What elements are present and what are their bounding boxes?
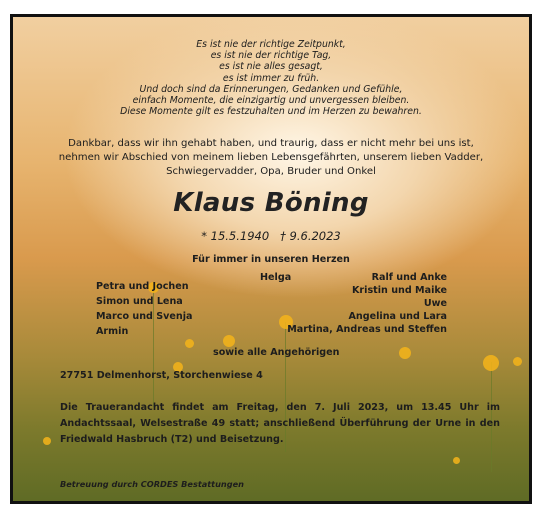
mourner-left: Simon und Lena: [96, 296, 183, 307]
intro-line: Dankbar, dass wir ihn gehabt haben, und traurig, dass er nicht mehr bei uns ist,: [68, 138, 474, 149]
mourner-right: Uwe: [423, 298, 447, 309]
poem-line: es ist nie der richtige Tag,: [210, 50, 332, 62]
poem-line: Und doch sind da Erinnerungen, Gedanken und Gefühle,: [139, 83, 403, 95]
mourner-right: Angelina und Lara: [348, 311, 447, 322]
flower-decoration: [483, 355, 499, 371]
mourner-left: Marco und Svenja: [96, 311, 193, 322]
funeral-home-credit: Betreuung durch CORDES Bestattungen: [60, 479, 244, 489]
life-dates: * 15.5.1940 † 9.6.2023: [201, 229, 341, 243]
mourner-right: Martina, Andreas und Steffen: [287, 324, 447, 335]
deceased-name: Klaus Böning: [173, 188, 369, 218]
poem-block: [13, 39, 529, 117]
mourner-left: Armin: [96, 326, 129, 337]
poem-line: Es ist nie der richtige Zeitpunkt,: [196, 39, 346, 50]
mourner-center: Helga: [260, 272, 292, 283]
flower-decoration: [399, 347, 411, 359]
intro-block: [13, 137, 529, 179]
relatives-line: sowie alle Angehörigen: [213, 347, 340, 358]
flower-decoration: [43, 437, 51, 445]
obituary-frame: [10, 14, 532, 504]
mourner-right: Ralf und Anke: [371, 272, 447, 283]
address: 27751 Delmenhorst, Storchenwiese 4: [60, 370, 263, 381]
poem-line: es ist nie alles gesagt,: [219, 61, 323, 73]
flower-decoration: [453, 457, 460, 464]
service-notice: Die Trauerandacht findet am Freitag, den 7. Juli 2023, um 13.45 Uhr im Andachtssaal, Welsestraße 49 statt; anschließend Überführung der Urne in den Friedwald Hasbruch (T2) und Beisetzung.: [60, 402, 500, 445]
flower-decoration: [513, 357, 522, 366]
intro-line: Schwiegervadder, Opa, Bruder und Onkel: [166, 166, 376, 177]
poem-line: Diese Momente gilt es festzuhalten und im Herzen zu bewahren.: [120, 106, 422, 118]
intro-line: nehmen wir Abschied von meinem lieben Lebensgefährten, unserem lieben Vadder,: [58, 152, 484, 163]
mourner-right: Kristin und Maike: [351, 285, 447, 296]
flower-decoration: [185, 339, 194, 348]
forever-line: Für immer in unseren Herzen: [192, 254, 350, 265]
poem-line: es ist immer zu früh.: [222, 72, 320, 84]
flower-decoration: [223, 335, 235, 347]
mourner-left: Petra und Jochen: [96, 281, 189, 292]
poem-line: einfach Momente, die einzigartig und unvergessen bleiben.: [132, 95, 410, 107]
